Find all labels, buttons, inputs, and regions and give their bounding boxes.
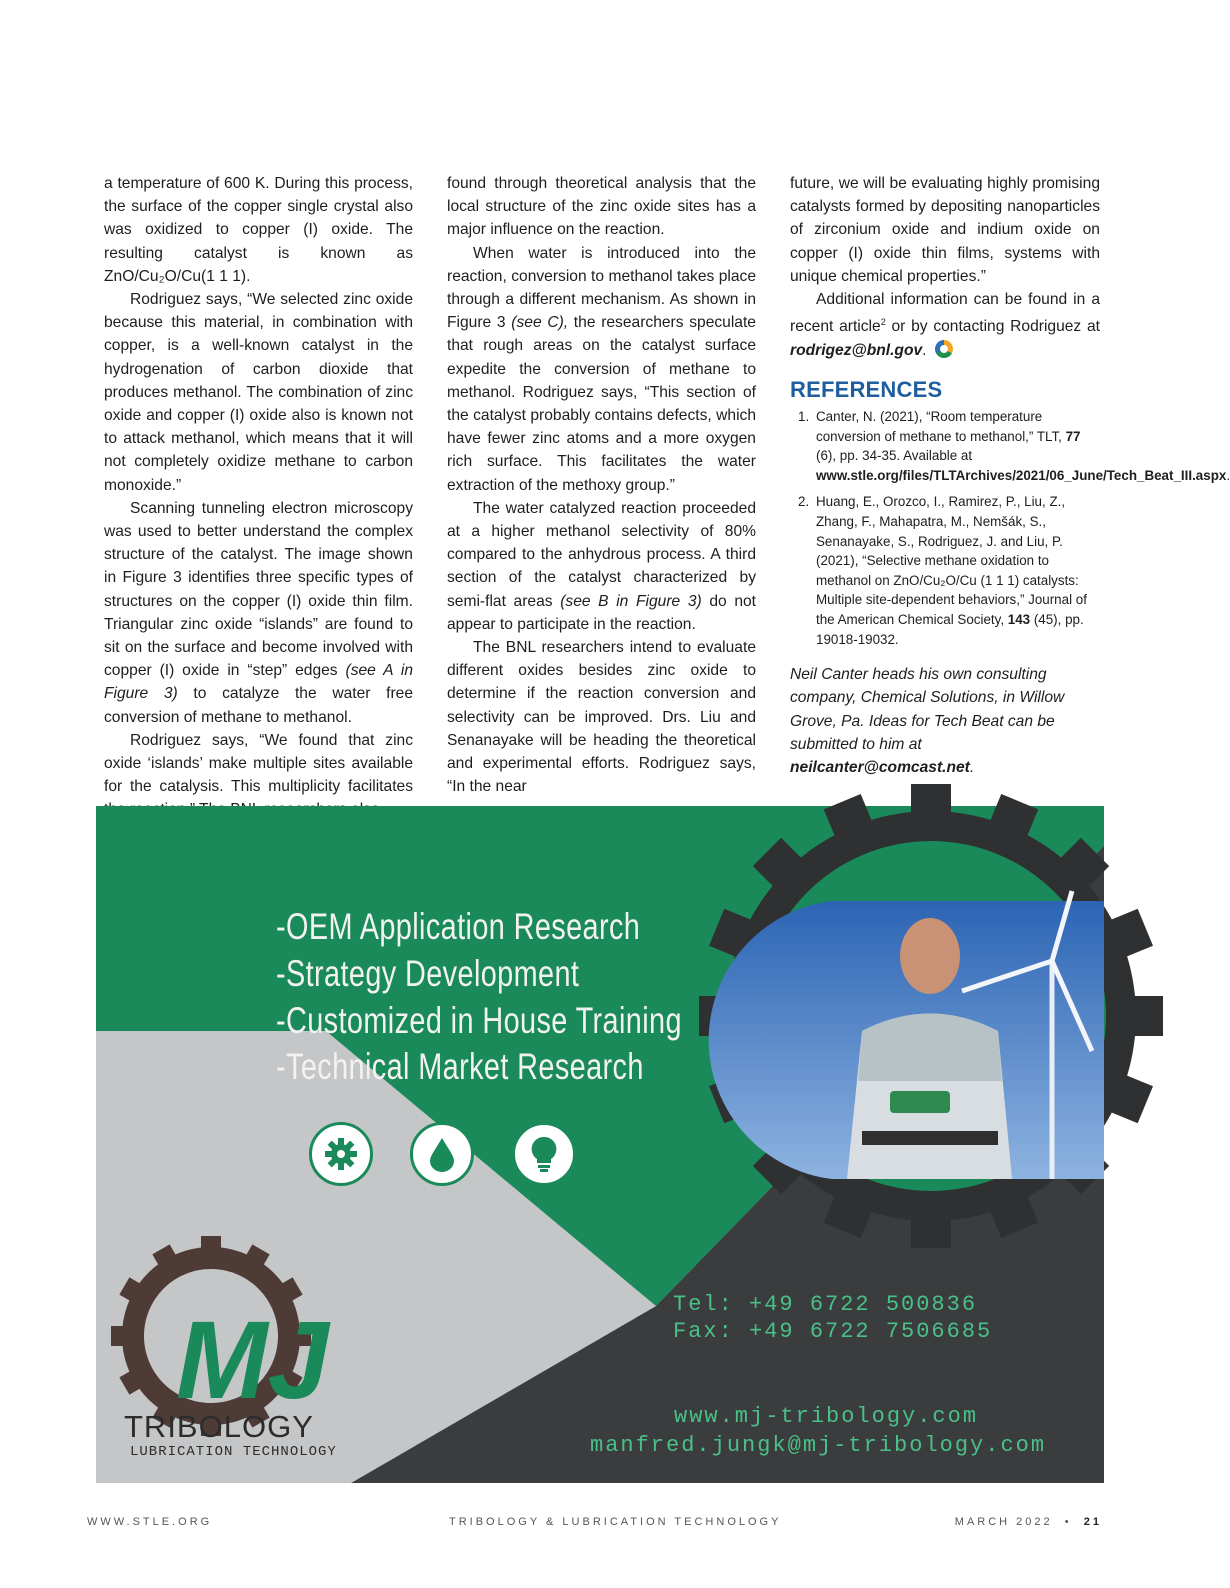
footer-publication: TRIBOLOGY & LUBRICATION TECHNOLOGY bbox=[449, 1516, 782, 1528]
article-column-2 bbox=[447, 172, 756, 798]
service-line: -OEM Application Research bbox=[276, 906, 641, 947]
paragraph: Rodriguez says, “We selected zinc oxide because this material, in combination with copper, is a well-known catalyst in the hydrogenation of carbon dioxide that produces methanol. The combination of zinc oxide and copper (I) oxide also is known not to attack methanol, which means that it will not completely oxidize methane to carbon monoxide.” bbox=[104, 291, 413, 494]
paragraph: found through theoretical analysis that the local structure of the zinc oxide sites has a major influence on the reaction. bbox=[447, 175, 756, 239]
ad-email-link[interactable]: manfred.jungk@mj-tribology.com bbox=[590, 1433, 1047, 1458]
author-bio: Neil Canter heads his own consulting company, Chemical Solutions, in Willow Grove, Pa. Ideas for Tech Beat can be submitted to him at neilcanter@comcast.net. bbox=[790, 666, 1065, 776]
page-number: 21 bbox=[1083, 1516, 1102, 1528]
lightbulb-icon bbox=[512, 1122, 576, 1186]
paragraph: a temperature of 600 K. During this process, the surface of the copper single crystal also was oxidized to copper (I) oxide. The resulting catalyst is known as ZnO/Cu₂O/Cu(1 1 1). bbox=[104, 175, 413, 285]
service-line: -Strategy Development bbox=[276, 953, 580, 994]
paragraph: future, we will be evaluating highly promising catalysts formed by depositing nanoparticles of zirconium oxide and indium oxide on copper (I) oxide thin films, systems with unique chemical properties.” bbox=[790, 175, 1100, 285]
figure-reference: (see C), bbox=[511, 314, 569, 332]
logo-wordmark: TRIBOLOGY bbox=[124, 1409, 314, 1444]
reference-url-link[interactable]: www.stle.org/files/TLTArchives/2021/06_June/Tech_Beat_III.aspx bbox=[816, 467, 1227, 483]
stle-logo-icon bbox=[935, 340, 953, 358]
mj-tribology-advertisement[interactable] bbox=[96, 806, 1104, 1483]
figure-reference: (see B in Figure 3) bbox=[560, 592, 702, 610]
contact-email-link[interactable]: rodrigez@bnl.gov bbox=[790, 341, 923, 359]
citation-superscript: 2 bbox=[880, 317, 886, 328]
portrait-photo bbox=[772, 901, 1104, 1179]
service-line: -Technical Market Research bbox=[276, 1046, 644, 1087]
oil-drop-icon bbox=[410, 1122, 474, 1186]
paragraph: Additional information can be found in a recent article$^2$ or by contacting Rodriguez at rodrigez@bnl.gov. bbox=[790, 291, 1100, 359]
website-link[interactable]: www.mj-tribology.com bbox=[674, 1404, 979, 1429]
paragraph: When water is introduced into the reaction, conversion to methanol takes place through a different mechanism. As shown in Figure 3 (see C), the researchers speculate that rough areas on the catalyst surface expedite the conversion of methane to methanol. Rodriguez says, “This section of the catalyst probably contains defects, which have fewer zinc atoms and a more oxygen rich surface. This facilitates the water extraction of the methoxy group.” bbox=[447, 244, 756, 494]
article-column-1 bbox=[104, 172, 413, 822]
reference-item: 2. Huang, E., Orozco, I., Ramirez, P., Liu, Z., Zhang, F., Mahapatra, M., Nemšák, S., Senanayake, S., Rodriguez, J. and Liu, P. (2021), “Selective methane oxidation to methanol on ZnO/Cu₂O/Cu (1 1 1) catalysts: Multiple site-dependent behaviors,” Journal of the American Chemical Society, 143 (45), pp. 19018-19032. bbox=[798, 494, 1087, 647]
article-column-3 bbox=[790, 172, 1230, 779]
reference-item: 1. Canter, N. (2021), “Room temperature conversion of methane to methanol,” TLT, 77 (6), pp. 34-35. Available at www.stle.org/files/TLTArchives/2021/06_June/Tech_Beat_III.aspx. bbox=[798, 409, 1230, 483]
footer-website: WWW.STLE.ORG bbox=[87, 1516, 213, 1528]
service-line: -Customized in House Training bbox=[276, 1000, 682, 1041]
author-email-link[interactable]: neilcanter@comcast.net bbox=[790, 758, 970, 776]
paragraph: Scanning tunneling electron microscopy was used to better understand the complex structure of the catalyst. The image shown in Figure 3 identifies three specific types of structures on the copper (I) oxide thin film. Triangular zinc oxide “islands” are found to sit on the surface and become involved with copper (I) oxide in “step” edges (see A in Figure 3) to catalyze the water free conversion of methane to methanol. bbox=[104, 499, 413, 726]
references-list bbox=[790, 407, 1230, 649]
paragraph: The BNL researchers intend to evaluate different oxides besides zinc oxide to determine if the reaction conversion and selectivity can be improved. Drs. Liu and Senanayake will be heading the theoretical and experimental efforts. Rodriguez says, “In the near bbox=[447, 639, 756, 796]
logo-m: MJ bbox=[176, 1299, 329, 1422]
telephone-number: Tel: +49 6722 500836 bbox=[673, 1292, 978, 1317]
references-heading: REFERENCES bbox=[790, 376, 943, 402]
gear-icon bbox=[309, 1122, 373, 1186]
logo-tagline: LUBRICATION TECHNOLOGY bbox=[130, 1444, 337, 1460]
figure-reference: (see A in Figure 3) bbox=[104, 662, 413, 703]
paragraph: The water catalyzed reaction proceeded at a higher methanol selectivity of 80% compared to the anhydrous process. A third section of the catalyst characterized by semi-flat areas (see B in Figure 3) do not appear to participate in the reaction. bbox=[447, 499, 756, 633]
paragraph: Rodriguez says, “We found that zinc oxide ‘islands’ make multiple sites available for the catalysis. This multiplicity facilitates bbox=[104, 731, 413, 796]
fax-number: Fax: +49 6722 7506685 bbox=[673, 1319, 993, 1344]
footer-date-page: MARCH 2022 • 21 bbox=[954, 1516, 1102, 1528]
